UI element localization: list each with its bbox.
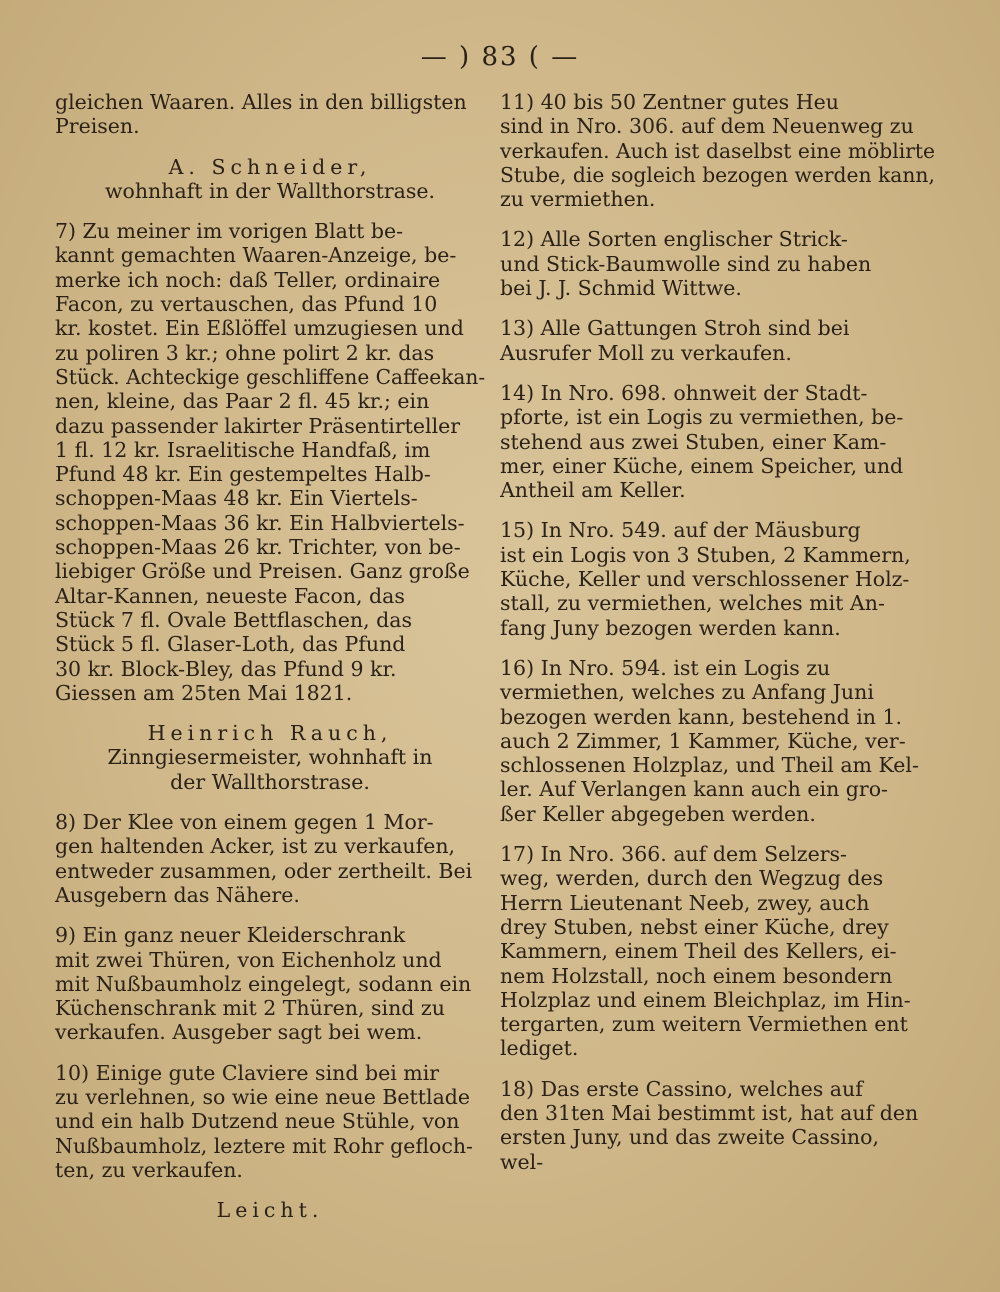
text-line: Holzplaz und einem Bleichplaz, im Hin- xyxy=(500,987,911,1012)
paragraph-gap xyxy=(500,826,935,842)
text-line: Facon, zu vertauschen, das Pfund 10 xyxy=(55,292,438,317)
text-line: Pfund 48 kr. Ein gestempeltes Halb- xyxy=(55,462,431,487)
text-line: Antheil am Keller. xyxy=(500,478,686,503)
paragraph-gap xyxy=(500,300,935,316)
text-line: mit zwei Thüren, von Eichenholz und xyxy=(55,947,442,972)
text-line: ler. Auf Verlangen kann auch ein gro- xyxy=(500,777,888,802)
text-line: 8) Der Klee von einem gegen 1 Mor- xyxy=(55,810,434,835)
text-line: dazu passender lakirter Präsentirteller xyxy=(55,413,461,438)
text-line: verkaufen. Ausgeber sagt bei wem. xyxy=(55,1020,423,1045)
advertisement-paragraph xyxy=(55,219,485,705)
paragraph-gap xyxy=(55,705,485,721)
paragraph-gap xyxy=(55,907,485,923)
text-line: Küchenschrank mit 2 Thüren, sind zu xyxy=(55,996,445,1021)
text-line: wohnhaft in der Wallthorstrase. xyxy=(104,178,436,203)
text-line: Leicht. xyxy=(216,1198,324,1223)
text-line: 17) In Nro. 366. auf dem Selzers- xyxy=(500,842,847,867)
text-line: 13) Alle Gattungen Stroh sind bei xyxy=(500,316,850,341)
text-line: 14) In Nro. 698. ohnweit der Stadt- xyxy=(500,380,868,405)
text-line: auch 2 Zimmer, 1 Kammer, Küche, ver- xyxy=(500,728,906,753)
text-line: Stück. Achteckige geschliffene Caffeekan- xyxy=(55,364,486,389)
text-line: bezogen werden kann, bestehend in 1. xyxy=(500,704,903,729)
text-line: nem Holzstall, noch einem besondern xyxy=(500,963,893,988)
text-line: liebiger Größe und Preisen. Ganz große xyxy=(55,559,470,584)
text-line: gleichen Waaren. Alles in den billigsten xyxy=(55,90,467,114)
text-line: vermiethen, welches zu Anfang Juni xyxy=(500,680,874,705)
paragraph-gap xyxy=(500,502,935,518)
text-line: merke ich noch: daß Teller, ordinaire xyxy=(55,267,441,292)
left-column xyxy=(55,90,485,1222)
advertisement-paragraph xyxy=(55,1061,485,1182)
text-line: mer, einer Küche, einem Speicher, und xyxy=(500,453,904,478)
advertisement-paragraph xyxy=(55,90,485,139)
text-line: entweder zusammen, oder zertheilt. Bei xyxy=(55,858,473,883)
text-line: zu poliren 3 kr.; ohne polirt 2 kr. das xyxy=(55,340,435,365)
right-column xyxy=(500,90,935,1174)
text-line: 10) Einige gute Claviere sind bei mir xyxy=(55,1060,440,1085)
text-line: schoppen-Maas 26 kr. Trichter, von be- xyxy=(55,535,461,560)
text-line: mit Nußbaumholz eingelegt, sodann ein xyxy=(55,971,472,996)
text-line: tergarten, zum weitern Vermiethen ent xyxy=(500,1012,908,1037)
text-line: ist ein Logis von 3 Stuben, 2 Kammern, xyxy=(500,542,911,567)
text-line: Küche, Keller und verschlossener Holz- xyxy=(500,567,910,592)
text-line: 30 kr. Block-Bley, das Pfund 9 kr. xyxy=(55,656,397,681)
text-line: bei J. J. Schmid Wittwe. xyxy=(500,276,742,301)
text-line: Giessen am 25ten Mai 1821. xyxy=(55,680,353,705)
paragraph-gap xyxy=(500,365,935,381)
text-line: Altar-Kannen, neueste Facon, das xyxy=(55,583,405,608)
advertisement-paragraph xyxy=(55,810,485,907)
advertisement-paragraph xyxy=(500,656,935,826)
page-number-header: — ) 83 ( — xyxy=(420,42,580,72)
text-line: 18) Das erste Cassino, welches auf xyxy=(500,1076,863,1101)
text-line: und ein halb Dutzend neue Stühle, von xyxy=(55,1109,460,1134)
text-line: 9) Ein ganz neuer Kleiderschrank xyxy=(55,923,406,948)
paragraph-gap xyxy=(55,794,485,810)
advertisement-paragraph xyxy=(500,1077,935,1174)
text-line: 11) 40 bis 50 Zentner gutes Heu xyxy=(500,90,839,114)
text-line: nen, kleine, das Paar 2 fl. 45 kr.; ein xyxy=(55,389,430,414)
text-line: zu verlehnen, so wie eine neue Bettlade xyxy=(55,1084,471,1109)
signature-block xyxy=(55,155,485,204)
advertisement-paragraph xyxy=(55,923,485,1044)
text-line: 1 fl. 12 kr. Israelitische Handfaß, im xyxy=(55,437,431,462)
text-line: Zinngiesermeister, wohnhaft in xyxy=(107,745,433,770)
text-line: A. Schneider, xyxy=(168,154,372,179)
text-line: schlossenen Holzplaz, und Theil am Kel- xyxy=(500,753,919,778)
signature-block xyxy=(55,721,485,794)
text-line: Herrn Lieutenant Neeb, zwey, auch xyxy=(500,890,870,915)
advertisement-paragraph xyxy=(500,842,935,1061)
text-line: 12) Alle Sorten englischer Strick- xyxy=(500,227,848,252)
paragraph-gap xyxy=(55,1045,485,1061)
text-line: fang Juny bezogen werden kann. xyxy=(500,615,841,640)
text-line: stehend aus zwei Stuben, einer Kam- xyxy=(500,429,887,454)
text-line: Heinrich Rauch, xyxy=(147,721,393,746)
text-line: pforte, ist ein Logis zu vermiethen, be- xyxy=(500,405,904,430)
text-line: kannt gemachten Waaren-Anzeige, be- xyxy=(55,243,457,268)
text-line: wel- xyxy=(500,1149,544,1174)
text-line: ten, zu verkaufen. xyxy=(55,1157,243,1182)
text-line: ersten Juny, und das zweite Cassino, xyxy=(500,1125,879,1150)
text-line: Stube, die sogleich bezogen werden kann, xyxy=(500,162,935,187)
advertisement-paragraph xyxy=(500,90,935,211)
text-line: verkaufen. Auch ist daselbst eine möblirte xyxy=(500,138,936,163)
text-line: zu vermiethen. xyxy=(500,187,656,212)
text-line: 7) Zu meiner im vorigen Blatt be- xyxy=(55,219,404,244)
text-line: 15) In Nro. 549. auf der Mäusburg xyxy=(500,518,861,543)
text-line: den 31ten Mai bestimmt ist, hat auf den xyxy=(500,1100,919,1125)
text-line: sind in Nro. 306. auf dem Neuenweg zu xyxy=(500,114,914,139)
paragraph-gap xyxy=(55,203,485,219)
text-line: 16) In Nro. 594. ist ein Logis zu xyxy=(500,655,831,680)
paragraph-gap xyxy=(500,1061,935,1077)
text-line: schoppen-Maas 48 kr. Ein Viertels- xyxy=(55,486,418,511)
text-line: Ausgebern das Nähere. xyxy=(55,882,300,907)
paragraph-gap xyxy=(55,139,485,155)
text-line: gen haltenden Acker, ist zu verkaufen, xyxy=(55,834,456,859)
text-line: weg, werden, durch den Wegzug des xyxy=(500,866,884,891)
text-line: ßer Keller abgegeben werden. xyxy=(500,801,816,826)
text-line: Nußbaumholz, leztere mit Rohr gefloch- xyxy=(55,1133,473,1158)
text-line: drey Stuben, nebst einer Küche, drey xyxy=(500,914,889,939)
text-line: und Stick-Baumwolle sind zu haben xyxy=(500,251,872,276)
signature-block xyxy=(55,1198,485,1222)
text-line: Stück 7 fl. Ovale Bettflaschen, das xyxy=(55,607,412,632)
text-line: Preisen. xyxy=(55,114,140,139)
paragraph-gap xyxy=(500,211,935,227)
text-line: Stück 5 fl. Glaser-Loth, das Pfund xyxy=(55,632,406,657)
text-line: Kammern, einem Theil des Kellers, ei- xyxy=(500,939,897,964)
text-line: schoppen-Maas 36 kr. Ein Halbviertels- xyxy=(55,510,465,535)
advertisement-paragraph xyxy=(500,316,935,365)
text-line: kr. kostet. Ein Eßlöffel umzugiesen und xyxy=(55,316,464,341)
text-line: lediget. xyxy=(500,1036,579,1061)
text-line: Ausrufer Moll zu verkaufen. xyxy=(500,340,792,365)
advertisement-paragraph xyxy=(500,518,935,639)
advertisement-paragraph xyxy=(500,227,935,300)
paragraph-gap xyxy=(500,640,935,656)
paragraph-gap xyxy=(55,1182,485,1198)
text-line: der Wallthorstrase. xyxy=(170,769,370,794)
text-line: stall, zu vermiethen, welches mit An- xyxy=(500,591,885,616)
advertisement-paragraph xyxy=(500,381,935,502)
